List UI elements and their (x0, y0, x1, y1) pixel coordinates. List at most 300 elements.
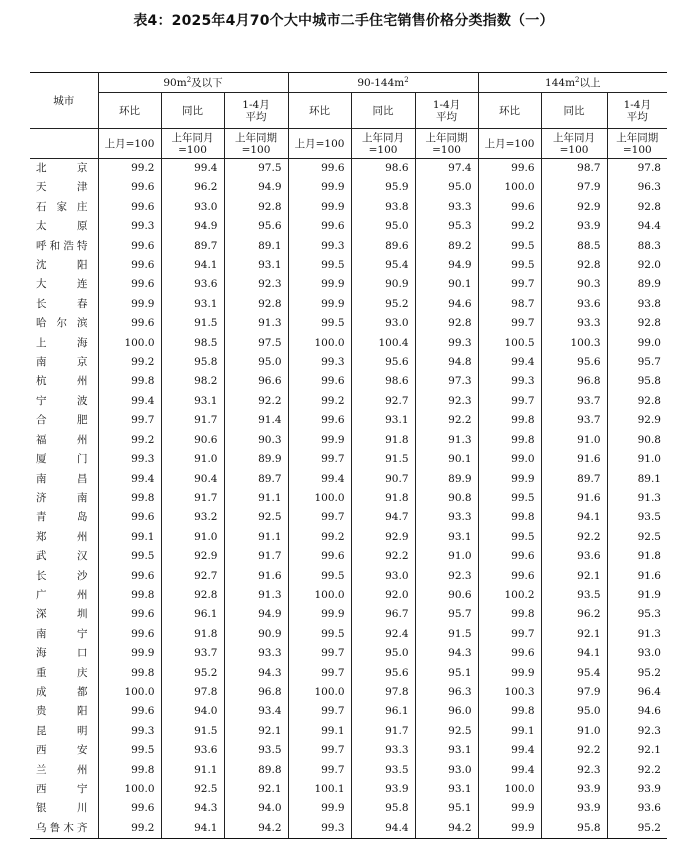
city-name: 长沙 (36, 569, 88, 582)
index-value: 92.2 (415, 411, 478, 430)
table-row (30, 334, 667, 353)
base-header-same-period: 上年同期 =100 (415, 129, 478, 159)
table-row (30, 586, 667, 605)
city-name: 贵阳 (36, 705, 88, 718)
index-value: 99.4 (478, 353, 541, 372)
city-name: 武汉 (36, 550, 88, 563)
index-value: 97.5 (224, 334, 288, 353)
metric-header-yoy: 同比 (351, 93, 415, 129)
index-value: 99.3 (478, 372, 541, 391)
index-value: 98.7 (541, 159, 607, 179)
table-row (30, 450, 667, 469)
city-name: 福州 (36, 433, 88, 446)
city-name: 广州 (36, 588, 88, 601)
index-value: 93.3 (224, 644, 288, 663)
index-value: 95.9 (351, 178, 415, 197)
table-row (30, 702, 667, 721)
index-value: 97.5 (224, 159, 288, 179)
index-value: 94.0 (224, 799, 288, 818)
index-value: 93.0 (351, 567, 415, 586)
table-row (30, 761, 667, 780)
index-value: 99.5 (288, 567, 351, 586)
index-value: 99.7 (288, 508, 351, 527)
index-value: 99.9 (98, 644, 161, 663)
index-value: 99.5 (478, 528, 541, 547)
index-value: 99.6 (98, 799, 161, 818)
index-value: 93.8 (351, 198, 415, 217)
base-header-same-period: 上年同期 =100 (607, 129, 667, 159)
city-name: 杭州 (36, 375, 88, 388)
index-value: 99.9 (288, 178, 351, 197)
index-value: 89.9 (415, 470, 478, 489)
index-value: 94.9 (161, 217, 224, 236)
index-value: 99.8 (478, 508, 541, 527)
index-value: 89.9 (224, 450, 288, 469)
table-row (30, 353, 667, 372)
city-name: 太原 (36, 220, 88, 233)
city-name: 昆明 (36, 724, 88, 737)
index-value: 89.7 (541, 470, 607, 489)
index-value: 99.3 (98, 450, 161, 469)
table-row (30, 528, 667, 547)
index-value: 100.5 (478, 334, 541, 353)
index-value: 92.3 (541, 761, 607, 780)
index-value: 99.8 (98, 489, 161, 508)
index-value: 99.1 (478, 722, 541, 741)
index-value: 93.6 (541, 547, 607, 566)
index-value: 99.6 (288, 372, 351, 391)
group-header-small: $90m^2$及以下 (98, 73, 288, 93)
table-row (30, 411, 667, 430)
index-value: 90.1 (415, 450, 478, 469)
index-value: 100.0 (98, 334, 161, 353)
index-value: 91.5 (415, 625, 478, 644)
index-value: 95.0 (351, 217, 415, 236)
index-value: 90.9 (351, 275, 415, 294)
index-value: 93.0 (607, 644, 667, 663)
index-value: 98.2 (161, 372, 224, 391)
base-header-prev-month: 上月=100 (288, 129, 351, 159)
index-value: 100.4 (351, 334, 415, 353)
index-value: 94.1 (541, 644, 607, 663)
city-name: 长春 (36, 297, 88, 310)
table-row (30, 256, 667, 275)
index-value: 99.7 (288, 644, 351, 663)
index-value: 89.8 (224, 761, 288, 780)
index-value: 99.8 (98, 664, 161, 683)
index-value: 92.9 (607, 411, 667, 430)
index-value: 96.6 (224, 372, 288, 391)
index-value: 99.5 (288, 314, 351, 333)
index-value: 95.8 (541, 819, 607, 839)
index-value: 99.7 (98, 411, 161, 430)
index-value: 100.0 (478, 178, 541, 197)
city-header-spacer (30, 129, 98, 159)
index-value: 99.9 (478, 470, 541, 489)
table-row (30, 295, 667, 314)
index-value: 99.7 (288, 761, 351, 780)
base-header-prev-month: 上月=100 (478, 129, 541, 159)
table-body (30, 159, 667, 839)
index-value: 91.8 (161, 625, 224, 644)
index-value: 97.8 (607, 159, 667, 179)
price-index-table (30, 72, 667, 839)
index-value: 99.6 (98, 237, 161, 256)
index-value: 95.6 (224, 217, 288, 236)
index-value: 92.2 (224, 392, 288, 411)
index-value: 91.0 (541, 722, 607, 741)
index-value: 99.3 (288, 353, 351, 372)
index-value: 89.9 (607, 275, 667, 294)
index-value: 95.4 (541, 664, 607, 683)
metric-header-avg: 1-4月 平均 (224, 93, 288, 129)
index-value: 97.8 (351, 683, 415, 702)
index-value: 95.6 (351, 353, 415, 372)
index-value: 99.3 (415, 334, 478, 353)
metric-header-avg: 1-4月 平均 (415, 93, 478, 129)
city-name: 银川 (36, 802, 88, 815)
table-row (30, 392, 667, 411)
index-value: 93.0 (415, 761, 478, 780)
index-value: 99.5 (288, 625, 351, 644)
city-name: 西安 (36, 744, 88, 757)
index-value: 99.6 (288, 411, 351, 430)
index-value: 93.6 (161, 275, 224, 294)
base-header-same-period: 上年同期 =100 (224, 129, 288, 159)
index-value: 92.8 (607, 314, 667, 333)
index-value: 99.7 (288, 702, 351, 721)
index-value: 90.8 (607, 431, 667, 450)
index-value: 95.2 (161, 664, 224, 683)
index-value: 90.8 (415, 489, 478, 508)
index-value: 91.3 (224, 314, 288, 333)
table-row (30, 741, 667, 760)
index-value: 92.5 (224, 508, 288, 527)
table-row (30, 567, 667, 586)
index-value: 99.8 (98, 372, 161, 391)
table-row (30, 217, 667, 236)
header-row-metrics (30, 93, 667, 129)
index-value: 93.9 (541, 780, 607, 799)
index-value: 99.5 (478, 237, 541, 256)
index-value: 96.8 (541, 372, 607, 391)
index-value: 93.1 (161, 392, 224, 411)
index-value: 94.7 (351, 508, 415, 527)
index-value: 90.6 (415, 586, 478, 605)
index-value: 91.1 (161, 761, 224, 780)
city-name: 沈阳 (36, 259, 88, 272)
index-value: 99.6 (98, 605, 161, 624)
index-value: 99.9 (478, 799, 541, 818)
index-value: 99.8 (98, 586, 161, 605)
base-header-prev-month: 上月=100 (98, 129, 161, 159)
index-value: 92.2 (607, 761, 667, 780)
city-column-header: 城市 (30, 73, 98, 129)
index-value: 91.5 (161, 722, 224, 741)
index-value: 95.8 (607, 372, 667, 391)
city-name: 郑州 (36, 530, 88, 543)
city-name: 南昌 (36, 472, 88, 485)
index-value: 91.8 (607, 547, 667, 566)
index-value: 91.3 (224, 586, 288, 605)
index-value: 90.9 (224, 625, 288, 644)
index-value: 100.0 (478, 780, 541, 799)
index-value: 99.1 (98, 528, 161, 547)
index-value: 99.6 (98, 625, 161, 644)
index-value: 99.8 (478, 605, 541, 624)
index-value: 92.7 (351, 392, 415, 411)
index-value: 93.2 (161, 508, 224, 527)
index-value: 92.8 (607, 198, 667, 217)
index-value: 95.0 (351, 644, 415, 663)
index-value: 96.3 (607, 178, 667, 197)
index-value: 99.5 (478, 256, 541, 275)
index-value: 99.6 (98, 702, 161, 721)
index-value: 92.9 (351, 528, 415, 547)
index-value: 99.6 (478, 644, 541, 663)
index-value: 91.5 (161, 314, 224, 333)
city-name: 大连 (36, 278, 88, 291)
index-value: 93.3 (415, 508, 478, 527)
table-row (30, 431, 667, 450)
table-row (30, 644, 667, 663)
index-value: 92.3 (415, 392, 478, 411)
index-value: 92.2 (351, 547, 415, 566)
table-row (30, 819, 667, 839)
table-row (30, 489, 667, 508)
metric-header-mom: 环比 (478, 93, 541, 129)
index-value: 92.8 (607, 392, 667, 411)
index-value: 92.8 (224, 198, 288, 217)
index-value: 99.0 (607, 334, 667, 353)
index-value: 91.3 (607, 625, 667, 644)
index-value: 89.1 (607, 470, 667, 489)
table-row (30, 799, 667, 818)
index-value: 99.7 (288, 664, 351, 683)
header-row-groups (30, 73, 667, 93)
index-value: 95.3 (607, 605, 667, 624)
index-value: 98.7 (478, 295, 541, 314)
index-value: 93.1 (415, 780, 478, 799)
header-row-base (30, 129, 667, 159)
index-value: 94.1 (541, 508, 607, 527)
base-header-same-month: 上年同月 =100 (541, 129, 607, 159)
index-value: 93.9 (607, 780, 667, 799)
index-value: 99.6 (98, 256, 161, 275)
index-value: 99.4 (478, 741, 541, 760)
index-value: 97.3 (415, 372, 478, 391)
index-value: 100.3 (541, 334, 607, 353)
index-value: 93.1 (224, 256, 288, 275)
metric-header-mom: 环比 (98, 93, 161, 129)
metric-header-yoy: 同比 (161, 93, 224, 129)
index-value: 93.1 (351, 411, 415, 430)
index-value: 92.3 (224, 275, 288, 294)
index-value: 93.8 (607, 295, 667, 314)
index-value: 90.4 (161, 470, 224, 489)
index-value: 99.8 (478, 411, 541, 430)
index-value: 91.8 (351, 489, 415, 508)
index-value: 93.9 (541, 799, 607, 818)
index-value: 94.6 (415, 295, 478, 314)
index-value: 93.5 (541, 586, 607, 605)
index-value: 94.6 (607, 702, 667, 721)
index-value: 92.5 (415, 722, 478, 741)
index-value: 99.4 (478, 761, 541, 780)
index-value: 99.6 (478, 567, 541, 586)
index-value: 95.0 (224, 353, 288, 372)
table-row (30, 605, 667, 624)
index-value: 90.6 (161, 431, 224, 450)
city-name: 海口 (36, 647, 88, 660)
table-row (30, 275, 667, 294)
index-value: 94.3 (161, 799, 224, 818)
index-value: 99.8 (478, 431, 541, 450)
index-value: 99.9 (288, 198, 351, 217)
index-value: 100.0 (288, 683, 351, 702)
index-value: 91.0 (541, 431, 607, 450)
index-value: 88.5 (541, 237, 607, 256)
index-value: 93.3 (351, 741, 415, 760)
index-value: 93.5 (351, 761, 415, 780)
index-value: 93.5 (224, 741, 288, 760)
index-value: 99.7 (478, 314, 541, 333)
index-value: 99.2 (288, 392, 351, 411)
index-value: 99.4 (288, 470, 351, 489)
index-value: 90.3 (224, 431, 288, 450)
index-value: 91.7 (351, 722, 415, 741)
index-value: 99.1 (288, 722, 351, 741)
index-value: 100.0 (98, 683, 161, 702)
index-value: 93.3 (415, 198, 478, 217)
index-value: 89.1 (224, 237, 288, 256)
index-value: 96.1 (161, 605, 224, 624)
index-value: 99.9 (98, 295, 161, 314)
group-header-medium: $90-144m^2$ (288, 73, 478, 93)
index-value: 99.6 (478, 198, 541, 217)
index-value: 91.5 (351, 450, 415, 469)
index-value: 88.3 (607, 237, 667, 256)
index-value: 99.3 (98, 217, 161, 236)
index-value: 100.2 (478, 586, 541, 605)
city-name: 济南 (36, 491, 88, 504)
index-value: 92.0 (351, 586, 415, 605)
index-value: 99.5 (478, 489, 541, 508)
index-value: 92.4 (351, 625, 415, 644)
index-value: 94.2 (224, 819, 288, 839)
index-value: 92.8 (541, 256, 607, 275)
index-value: 99.7 (478, 625, 541, 644)
metric-header-avg: 1-4月 平均 (607, 93, 667, 129)
index-value: 90.7 (351, 470, 415, 489)
index-value: 92.0 (607, 256, 667, 275)
index-value: 99.9 (288, 431, 351, 450)
metric-header-yoy: 同比 (541, 93, 607, 129)
index-value: 98.6 (351, 372, 415, 391)
city-name: 北京 (36, 162, 88, 174)
index-value: 94.9 (224, 178, 288, 197)
table-title: 表4：2025年4月70个大中城市二手住宅销售价格分类指数（一） (133, 13, 554, 29)
city-name: 南京 (36, 356, 88, 369)
index-value: 91.0 (161, 450, 224, 469)
index-value: 91.9 (607, 586, 667, 605)
index-value: 99.9 (288, 295, 351, 314)
city-name: 深圳 (36, 608, 88, 621)
index-value: 99.3 (98, 722, 161, 741)
index-value: 94.4 (607, 217, 667, 236)
base-header-same-month: 上年同月 =100 (161, 129, 224, 159)
index-value: 92.5 (161, 780, 224, 799)
index-value: 96.3 (415, 683, 478, 702)
index-value: 99.0 (478, 450, 541, 469)
group-header-large: $144m^2$以上 (478, 73, 667, 93)
index-value: 93.6 (161, 741, 224, 760)
city-name: 成都 (36, 685, 88, 698)
index-value: 92.2 (541, 741, 607, 760)
city-name: 哈尔滨 (36, 317, 88, 330)
index-value: 99.8 (478, 702, 541, 721)
index-value: 99.5 (98, 547, 161, 566)
index-value: 100.0 (288, 334, 351, 353)
table-row (30, 625, 667, 644)
index-value: 95.0 (541, 702, 607, 721)
index-value: 93.9 (351, 780, 415, 799)
index-value: 95.7 (607, 353, 667, 372)
index-value: 96.2 (541, 605, 607, 624)
index-value: 92.3 (607, 722, 667, 741)
index-value: 93.3 (541, 314, 607, 333)
index-value: 89.7 (161, 237, 224, 256)
index-value: 93.1 (415, 741, 478, 760)
index-value: 99.2 (98, 353, 161, 372)
index-value: 99.6 (98, 198, 161, 217)
index-value: 100.1 (288, 780, 351, 799)
index-value: 98.6 (351, 159, 415, 179)
index-value: 99.9 (288, 605, 351, 624)
index-value: 94.1 (161, 819, 224, 839)
table-row (30, 470, 667, 489)
index-value: 92.8 (415, 314, 478, 333)
index-value: 92.1 (224, 722, 288, 741)
index-value: 95.2 (607, 819, 667, 839)
table-row (30, 178, 667, 197)
index-value: 92.9 (161, 547, 224, 566)
index-value: 95.2 (351, 295, 415, 314)
table-row (30, 664, 667, 683)
city-name: 重庆 (36, 666, 88, 679)
table-row (30, 683, 667, 702)
index-value: 91.6 (224, 567, 288, 586)
index-value: 99.2 (98, 431, 161, 450)
index-value: 95.2 (607, 664, 667, 683)
city-name: 兰州 (36, 763, 88, 776)
city-name: 石家庄 (36, 200, 88, 213)
base-header-same-month: 上年同月 =100 (351, 129, 415, 159)
city-name: 乌鲁木齐 (30, 819, 98, 839)
index-value: 99.9 (288, 275, 351, 294)
index-value: 98.5 (161, 334, 224, 353)
index-value: 99.9 (478, 819, 541, 839)
index-value: 92.9 (541, 198, 607, 217)
index-value: 99.7 (288, 741, 351, 760)
index-value: 99.4 (98, 392, 161, 411)
index-value: 92.3 (415, 567, 478, 586)
table-row (30, 159, 667, 179)
index-value: 96.0 (415, 702, 478, 721)
index-value: 93.0 (351, 314, 415, 333)
index-value: 91.1 (224, 528, 288, 547)
city-name: 南宁 (36, 627, 88, 640)
